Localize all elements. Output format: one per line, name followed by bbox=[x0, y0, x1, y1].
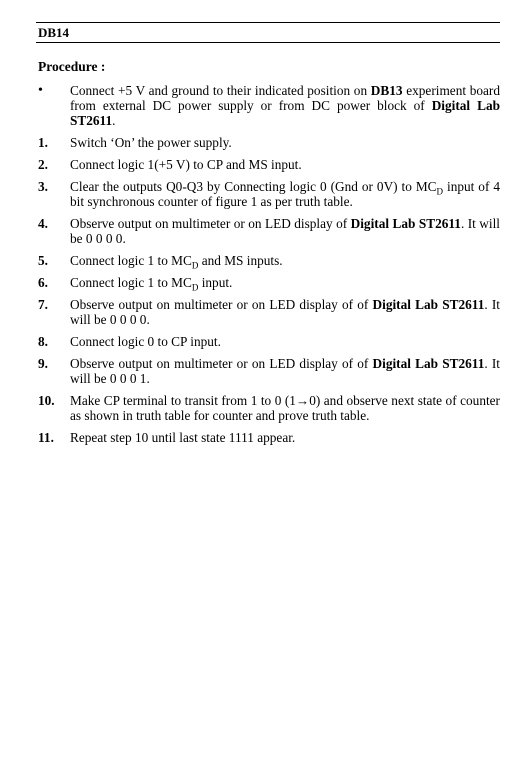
step-text bbox=[70, 216, 500, 246]
bold-lab-name: Digital Lab ST2611 bbox=[70, 98, 500, 128]
text-run: . It will be 0 0 0 0. bbox=[70, 216, 500, 246]
step-number: 5. bbox=[38, 253, 48, 268]
step-text bbox=[70, 356, 500, 386]
header-bottom-rule bbox=[36, 42, 500, 43]
step-text bbox=[70, 297, 500, 327]
procedure-step-10 bbox=[36, 393, 500, 423]
board-code: DB14 bbox=[38, 25, 70, 40]
subscript: D bbox=[191, 282, 199, 293]
procedure-step-5 bbox=[36, 253, 500, 271]
procedure-step-3 bbox=[36, 179, 500, 209]
procedure-step-1 bbox=[36, 135, 500, 150]
text-run: input of 4 bit synchronous counter of figure 1 as per truth table. bbox=[70, 179, 500, 209]
bullet-marker: • bbox=[38, 83, 43, 98]
step-number: 3. bbox=[38, 179, 48, 194]
step-number: 11. bbox=[38, 430, 54, 445]
step-text bbox=[70, 253, 500, 271]
text-run: . It will be 0 0 0 1. bbox=[70, 356, 500, 386]
step-text: Connect logic 0 to CP input. bbox=[70, 334, 221, 349]
step-number: 4. bbox=[38, 216, 48, 231]
step-text bbox=[70, 275, 500, 293]
bold-lab-name: Digital Lab ST2611 bbox=[372, 356, 485, 371]
step-text: Repeat step 10 until last state 1111 appear. bbox=[70, 430, 296, 445]
text-run: Connect logic 1 to MC bbox=[70, 253, 192, 268]
procedure-heading: Procedure : bbox=[38, 59, 106, 74]
text-run: experiment board from external DC power supply or from DC power block of bbox=[70, 83, 500, 113]
step-number: 9. bbox=[38, 356, 48, 371]
procedure-step-6 bbox=[36, 275, 500, 293]
step-number: 7. bbox=[38, 297, 48, 312]
text-run: . It will be 0 0 0 0. bbox=[70, 297, 500, 327]
step-text: Connect logic 1(+5 V) to CP and MS input. bbox=[70, 157, 302, 172]
step-text: Switch ‘On’ the power supply. bbox=[70, 135, 232, 150]
procedure-step-4 bbox=[36, 216, 500, 246]
subscript: D bbox=[436, 186, 444, 197]
document-page bbox=[36, 22, 500, 452]
procedure-steps bbox=[36, 83, 500, 445]
bold-board-name: DB13 bbox=[370, 83, 403, 98]
step-number: 6. bbox=[38, 275, 48, 290]
procedure-step-2 bbox=[36, 157, 500, 172]
text-run: Connect logic 1 to MC bbox=[70, 275, 192, 290]
step-number: 2. bbox=[38, 157, 48, 172]
bullet-text bbox=[70, 83, 500, 128]
text-run: and MS inputs. bbox=[198, 253, 283, 268]
text-run: input. bbox=[198, 275, 233, 290]
procedure-step-8 bbox=[36, 334, 500, 349]
text-run: Observe output on multimeter or on LED display of of bbox=[70, 356, 373, 371]
step-number: 10. bbox=[38, 393, 55, 408]
text-run: Clear the outputs Q0-Q3 by Connecting logic 0 (Gnd or 0V) to MC bbox=[70, 179, 437, 194]
step-text: Make CP terminal to transit from 1 to 0 (1→0) and observe next state of counter as shown in truth table for counter and prove truth table. bbox=[70, 393, 500, 423]
text-run: Connect +5 V and ground to their indicated position on bbox=[70, 83, 371, 98]
step-number: 1. bbox=[38, 135, 48, 150]
step-number: 8. bbox=[38, 334, 48, 349]
text-run: Observe output on multimeter or on LED display of of bbox=[70, 297, 373, 312]
procedure-step-9 bbox=[36, 356, 500, 386]
text-run: . bbox=[112, 113, 116, 128]
procedure-step-11 bbox=[36, 430, 500, 445]
procedure-bullet-item bbox=[36, 83, 500, 128]
text-run: Observe output on multimeter or on LED display of bbox=[70, 216, 351, 231]
bold-lab-name: Digital Lab ST2611 bbox=[350, 216, 461, 231]
step-text bbox=[70, 179, 500, 209]
subscript: D bbox=[191, 260, 199, 271]
bold-lab-name: Digital Lab ST2611 bbox=[372, 297, 485, 312]
procedure-step-7 bbox=[36, 297, 500, 327]
